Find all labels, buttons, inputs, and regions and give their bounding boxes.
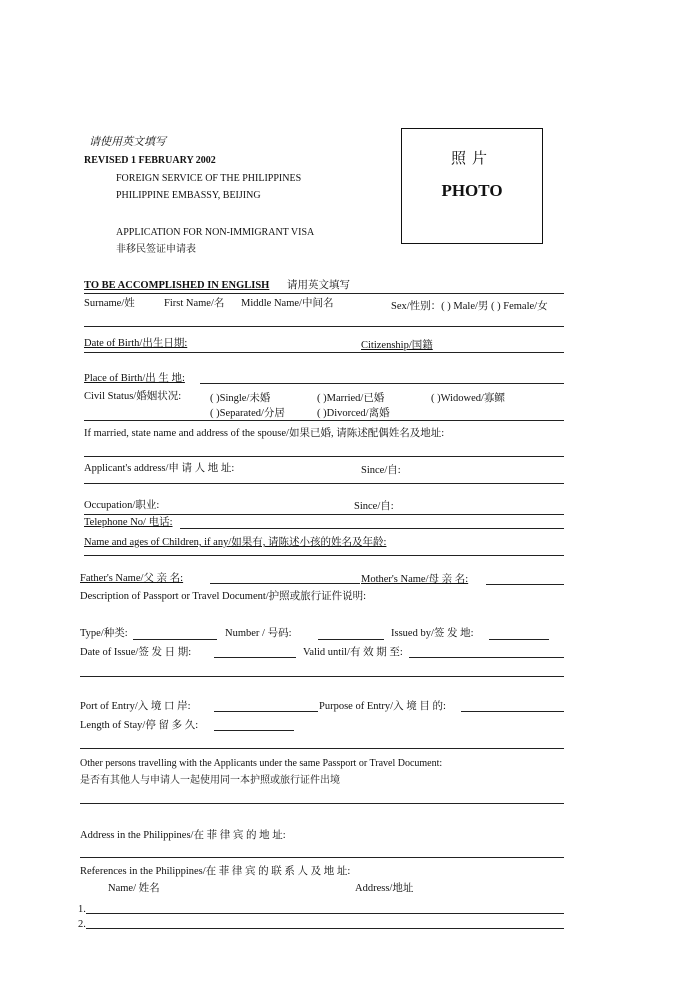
- spouse-field-line[interactable]: [84, 456, 564, 457]
- type-label: Type/种类:: [80, 628, 128, 639]
- instruction-zh: 请使用英文填写: [89, 136, 166, 148]
- pob-field-line[interactable]: [200, 383, 564, 384]
- first-name-label: First Name/名: [164, 298, 225, 309]
- separated-option[interactable]: ( )Separated/分居: [210, 408, 285, 419]
- address-ph-field-line[interactable]: [80, 857, 564, 858]
- port-entry-label: Port of Entry/入 境 口 岸:: [80, 701, 191, 712]
- photo-label-zh: 照片: [450, 151, 493, 167]
- occupation-label: Occupation/职业:: [84, 500, 160, 511]
- type-field-line[interactable]: [133, 639, 217, 640]
- passport-desc-label: Description of Passport or Travel Document/护照或旅行证件说明:: [80, 591, 367, 602]
- issued-by-label: Issued by/签 发 地:: [391, 628, 474, 639]
- ref-2-field-line[interactable]: [86, 928, 564, 929]
- mother-label: Mother's Name/母 亲 名:: [361, 574, 469, 585]
- ref-1-field-line[interactable]: [86, 913, 564, 914]
- address-since-label: Since/自:: [361, 465, 401, 476]
- surname-label: Surname/姓: [84, 298, 135, 309]
- number-label: Number / 号码:: [225, 628, 292, 639]
- date-issue-field-line[interactable]: [214, 657, 296, 658]
- dob-label: Date of Birth/出生日期:: [84, 338, 188, 349]
- pob-label: Place of Birth/出 生 地:: [84, 373, 185, 384]
- valid-until-field-line[interactable]: [409, 657, 564, 658]
- occupation-since-label: Since/自:: [354, 501, 394, 512]
- accomplish-heading-zh: 请用英文填写: [287, 280, 350, 291]
- purpose-field-line[interactable]: [461, 711, 564, 712]
- ref-2-number: 2.: [78, 919, 86, 930]
- dob-field-line[interactable]: [84, 352, 564, 353]
- application-title: APPLICATION FOR NON-IMMIGRANT VISA: [116, 227, 315, 238]
- length-stay-field-line[interactable]: [214, 730, 294, 731]
- ref-address-header: Address/地址: [355, 883, 414, 894]
- widowed-option[interactable]: ( )Widowed/寡鳏: [431, 393, 505, 404]
- father-field-line[interactable]: [210, 583, 360, 584]
- telephone-field-line[interactable]: [180, 528, 564, 529]
- passport-extra-line[interactable]: [80, 676, 564, 677]
- valid-until-label: Valid until/有 效 期 至:: [303, 647, 403, 658]
- embassy-name: PHILIPPINE EMBASSY, BEIJING: [116, 190, 261, 201]
- applicant-address-label: Applicant's address/申 请 人 地 址:: [84, 463, 235, 474]
- org-name: FOREIGN SERVICE OF THE PHILIPPINES: [116, 173, 302, 184]
- port-entry-field-line[interactable]: [214, 711, 318, 712]
- occupation-field-line[interactable]: [84, 514, 564, 515]
- other-persons-label: Other persons travelling with the Applicants under the same Passport or Travel Document:: [80, 758, 443, 769]
- sex-label: Sex/性别：( ) Male/男 ( ) Female/女: [391, 301, 548, 312]
- spouse-label: If married, state name and address of the spouse/如果已婚, 请陈述配偶姓名及地址:: [84, 428, 445, 439]
- mother-field-line[interactable]: [486, 584, 564, 585]
- divorced-option[interactable]: ( )Divorced/离婚: [317, 408, 390, 419]
- single-option[interactable]: ( )Single/未婚: [210, 393, 271, 404]
- middle-name-label: Middle Name/中间名: [241, 298, 334, 309]
- address-field-line[interactable]: [84, 483, 564, 484]
- other-persons-label-zh: 是否有其他人与申请人一起使用同一本护照或旅行证件出境: [80, 775, 340, 786]
- application-title-zh: 非移民签证申请表: [116, 244, 196, 255]
- children-field-line[interactable]: [84, 555, 564, 556]
- photo-box: [401, 128, 543, 244]
- date-issue-label: Date of Issue/签 发 日 期:: [80, 647, 192, 658]
- address-ph-label: Address in the Philippines/在 菲 律 宾 的 地 址:: [80, 830, 286, 841]
- citizenship-label: Citizenship/国籍: [361, 340, 433, 351]
- ref-1-number: 1.: [78, 904, 86, 915]
- other-persons-field-line[interactable]: [80, 803, 564, 804]
- children-label: Name and ages of Children, if any/如果有, 请陈述小孩的姓名及年龄:: [84, 537, 387, 548]
- civil-status-rule: [84, 420, 564, 421]
- purpose-label: Purpose of Entry/入 境 目 的:: [319, 701, 446, 712]
- length-stay-label: Length of Stay/停 留 多 久:: [80, 720, 199, 731]
- revised-date: REVISED 1 FEBRUARY 2002: [84, 155, 216, 166]
- married-option[interactable]: ( )Married/已婚: [317, 393, 385, 404]
- photo-label-en: PHOTO: [441, 181, 503, 200]
- references-label: References in the Philippines/在 菲 律 宾 的 联 系 人 及 地 址:: [80, 866, 351, 877]
- ref-name-header: Name/ 姓名: [108, 883, 160, 894]
- civil-status-label: Civil Status/婚姻状况:: [84, 391, 182, 402]
- telephone-label: Telephone No/ 电话:: [84, 517, 173, 528]
- stay-rule: [80, 748, 564, 749]
- name-field-line[interactable]: [84, 326, 564, 327]
- issued-by-field-line[interactable]: [489, 639, 549, 640]
- heading-rule: [84, 293, 564, 294]
- number-field-line[interactable]: [318, 639, 384, 640]
- father-label: Father's Name/父 亲 名:: [80, 573, 184, 584]
- accomplish-heading: TO BE ACCOMPLISHED IN ENGLISH: [84, 280, 270, 291]
